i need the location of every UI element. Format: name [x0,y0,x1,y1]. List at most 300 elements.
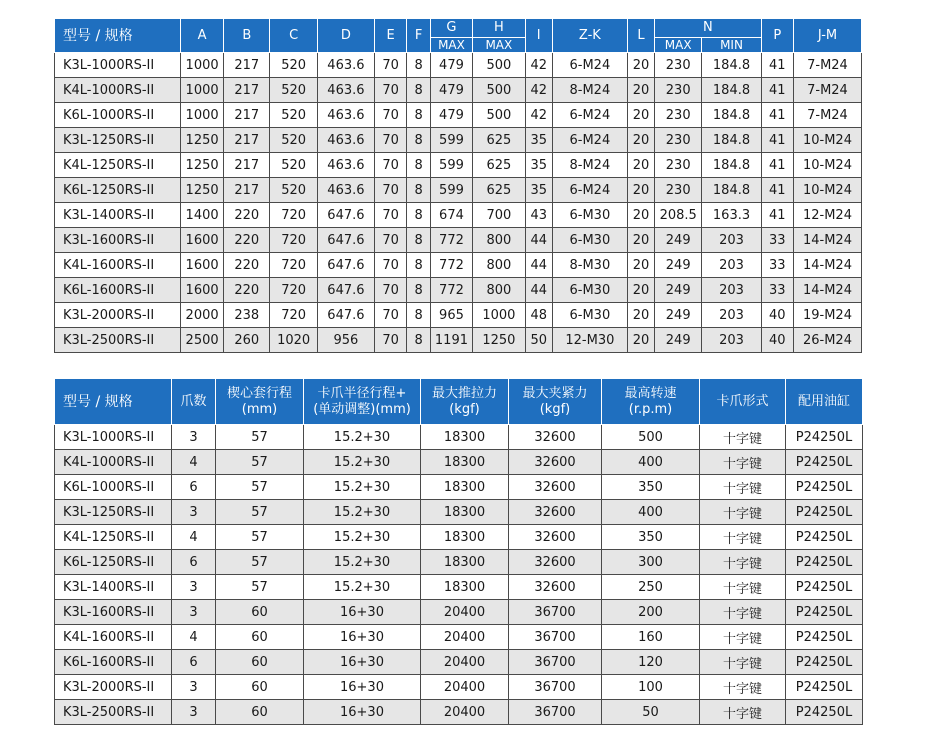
table-cell: 956 [317,328,374,353]
model-cell: K6L-1600RS-II [55,650,172,675]
table-cell: 44 [525,228,552,253]
table-cell: 625 [472,153,525,178]
table-cell: 60 [216,675,304,700]
table-cell: 14-M24 [793,228,861,253]
table-cell: 20 [628,228,655,253]
table-cell: 400 [602,500,700,525]
header-row [55,379,863,425]
table-cell: 41 [761,203,793,228]
table-cell: 41 [761,153,793,178]
model-cell: K3L-1400RS-II [55,203,181,228]
table-cell: 70 [374,228,406,253]
table-cell: 70 [374,103,406,128]
table-cell: 1600 [181,278,224,303]
table-row [55,525,863,550]
table-cell: 42 [525,78,552,103]
table-cell: 8-M24 [552,78,627,103]
table-cell: 700 [472,203,525,228]
table-cell: 230 [655,103,702,128]
table-cell: 19-M24 [793,303,861,328]
table-cell: 15.2+30 [304,425,421,450]
table-cell: 720 [270,253,317,278]
table-cell: 6 [172,550,216,575]
table-cell: 720 [270,278,317,303]
table-cell: 350 [602,525,700,550]
table-cell: 1600 [181,253,224,278]
table-cell: 15.2+30 [304,475,421,500]
table-cell: 238 [224,303,270,328]
table-cell: 479 [430,78,472,103]
table-cell: 20 [628,253,655,278]
table-cell: 6 [172,475,216,500]
model-cell: K3L-1250RS-II [55,500,172,525]
col-header-max-push-line1: 最大推拉力 [431,385,497,401]
table-cell: 203 [702,328,761,353]
table-cell: 8 [407,253,431,278]
table-row [55,153,862,178]
table-cell: 18300 [421,525,509,550]
table-cell: 70 [374,128,406,153]
table-cell: 8-M30 [552,253,627,278]
table-cell: 163.3 [702,203,761,228]
table-cell: 772 [430,228,472,253]
table-cell: 230 [655,153,702,178]
table-cell: 33 [761,278,793,303]
table-row [55,500,863,525]
specs-table [54,378,863,725]
table-cell: 6-M30 [552,303,627,328]
table-cell: 32600 [509,550,602,575]
table-cell: 8 [407,53,431,78]
table-cell: 57 [216,500,304,525]
table-cell: 十字键 [700,600,786,625]
table-cell: 十字键 [700,475,786,500]
table-cell: 十字键 [700,500,786,525]
table-cell: P24250L [786,625,863,650]
col-header-jm: J-M [793,19,861,53]
table-cell: 479 [430,103,472,128]
table-row [55,228,862,253]
col-header-n-max: MAX [655,38,702,53]
table-cell: 15.2+30 [304,575,421,600]
table-cell: 217 [224,53,270,78]
table-cell: 57 [216,450,304,475]
table-cell: 217 [224,128,270,153]
table-cell: 70 [374,328,406,353]
table-cell: 1400 [181,203,224,228]
dimensions-table-body [55,53,862,353]
table-cell: 184.8 [702,153,761,178]
table-cell: 41 [761,128,793,153]
model-cell: K4L-1250RS-II [55,153,181,178]
table-cell: 720 [270,203,317,228]
table-cell: 647.6 [317,228,374,253]
table-cell: 217 [224,178,270,203]
model-cell: K3L-1600RS-II [55,228,181,253]
table-cell: 43 [525,203,552,228]
col-header-i: I [525,19,552,53]
model-cell: K4L-1600RS-II [55,625,172,650]
table-cell: 60 [216,700,304,725]
model-cell: K6L-1250RS-II [55,178,181,203]
table-cell: 70 [374,53,406,78]
table-row [55,278,862,303]
table-cell: 20 [628,303,655,328]
table-cell: 463.6 [317,53,374,78]
table-cell: 184.8 [702,53,761,78]
table-cell: 48 [525,303,552,328]
table-cell: 230 [655,178,702,203]
table-row [55,575,863,600]
table-cell: 463.6 [317,103,374,128]
table-row [55,625,863,650]
table-cell: 200 [602,600,700,625]
table-cell: 350 [602,475,700,500]
table-cell: 4 [172,525,216,550]
table-cell: 1020 [270,328,317,353]
table-cell: 400 [602,450,700,475]
table-cell: 463.6 [317,153,374,178]
table-cell: 500 [472,103,525,128]
table-cell: 20 [628,328,655,353]
table-cell: 36700 [509,650,602,675]
table-cell: 20 [628,153,655,178]
table-cell: 1000 [181,103,224,128]
table-cell: 1250 [181,128,224,153]
table-cell: 800 [472,253,525,278]
table-cell: 463.6 [317,128,374,153]
col-header-f: F [407,19,431,53]
table-cell: 599 [430,128,472,153]
table-cell: 16+30 [304,625,421,650]
table-row [55,550,863,575]
table-cell: 40 [761,303,793,328]
table-cell: 20 [628,78,655,103]
col-header-jaws: 爪数 [172,379,216,425]
table-cell: P24250L [786,425,863,450]
table-cell: 40 [761,328,793,353]
table-cell: 203 [702,303,761,328]
table-cell: 249 [655,303,702,328]
model-cell: K3L-2500RS-II [55,328,181,353]
table-cell: 18300 [421,425,509,450]
table-cell: 20400 [421,700,509,725]
table-cell: 15.2+30 [304,550,421,575]
model-cell: K4L-1000RS-II [55,78,181,103]
col-header-c: C [270,19,317,53]
model-cell: K3L-1000RS-II [55,53,181,78]
col-header-max-speed-line1: 最高转速 [624,385,677,401]
col-header-jaw-stroke [304,379,421,425]
table-cell: 12-M30 [552,328,627,353]
table-cell: 36700 [509,600,602,625]
table-cell: 520 [270,103,317,128]
table-cell: 160 [602,625,700,650]
table-cell: 41 [761,178,793,203]
col-header-h: H [472,19,525,38]
table-cell: 42 [525,53,552,78]
table-cell: 184.8 [702,78,761,103]
table-cell: 249 [655,328,702,353]
col-header-p: P [761,19,793,53]
table-cell: 35 [525,128,552,153]
table-row [55,475,863,500]
table-cell: 36700 [509,625,602,650]
table-cell: 70 [374,78,406,103]
table-cell: 35 [525,153,552,178]
col-header-b: B [224,19,270,53]
table-cell: 60 [216,625,304,650]
table-cell: 184.8 [702,128,761,153]
table-cell: 6-M24 [552,178,627,203]
model-cell: K3L-1250RS-II [55,128,181,153]
table-cell: 249 [655,253,702,278]
table-row [55,600,863,625]
model-cell: K6L-1250RS-II [55,550,172,575]
table-cell: P24250L [786,500,863,525]
table-cell: 249 [655,278,702,303]
table-cell: 479 [430,53,472,78]
table-cell: 57 [216,575,304,600]
table-cell: 20 [628,203,655,228]
model-cell: K3L-2500RS-II [55,700,172,725]
table-cell: 十字键 [700,700,786,725]
table-cell: 230 [655,78,702,103]
table-cell: 十字键 [700,650,786,675]
model-cell: K4L-1600RS-II [55,253,181,278]
col-header-n: N [655,19,762,38]
table-cell: 520 [270,78,317,103]
table-cell: 520 [270,153,317,178]
table-cell: 70 [374,203,406,228]
table-cell: 6-M24 [552,53,627,78]
table-cell: 6-M30 [552,228,627,253]
table-cell: P24250L [786,700,863,725]
table-cell: 217 [224,78,270,103]
table-cell: 8 [407,128,431,153]
model-cell: K3L-1600RS-II [55,600,172,625]
table-cell: 十字键 [700,450,786,475]
table-cell: 8 [407,78,431,103]
table-cell: 4 [172,625,216,650]
table-cell: 7-M24 [793,103,861,128]
table-cell: 70 [374,303,406,328]
table-row [55,253,862,278]
table-row [55,425,863,450]
table-cell: 2000 [181,303,224,328]
col-header-model: 型号 / 规格 [55,379,172,425]
table-cell: 70 [374,178,406,203]
table-cell: 3 [172,600,216,625]
table-cell: 16+30 [304,700,421,725]
table-cell: 20 [628,178,655,203]
col-header-max-clamp-line1: 最大夹紧力 [522,385,588,401]
table-cell: P24250L [786,650,863,675]
col-header-e: E [374,19,406,53]
table-cell: 599 [430,153,472,178]
table-row [55,178,862,203]
table-cell: 18300 [421,575,509,600]
table-cell: 500 [472,53,525,78]
table-cell: 3 [172,500,216,525]
table-cell: 965 [430,303,472,328]
table-cell: 十字键 [700,425,786,450]
table-row [55,328,862,353]
table-cell: 1250 [181,178,224,203]
table-cell: 184.8 [702,178,761,203]
table-cell: 44 [525,278,552,303]
table-cell: 8 [407,203,431,228]
table-cell: 120 [602,650,700,675]
table-cell: 7-M24 [793,78,861,103]
table-cell: P24250L [786,600,863,625]
table-cell: 520 [270,128,317,153]
table-cell: 20 [628,278,655,303]
table-cell: 16+30 [304,600,421,625]
col-header-jaw-stroke-line1: 卡爪半径行程+ [317,385,407,401]
table-cell: 8 [407,103,431,128]
table-cell: 220 [224,203,270,228]
table-cell: 625 [472,178,525,203]
table-cell: 720 [270,303,317,328]
table-cell: 3 [172,675,216,700]
table-cell: 184.8 [702,103,761,128]
table-cell: 800 [472,228,525,253]
table-cell: 720 [270,228,317,253]
table-cell: 32600 [509,475,602,500]
table-cell: 14-M24 [793,278,861,303]
table-cell: 14-M24 [793,253,861,278]
table-cell: 500 [472,78,525,103]
model-cell: K3L-1000RS-II [55,425,172,450]
col-header-zk: Z-K [552,19,627,53]
table-cell: 10-M24 [793,153,861,178]
table-cell: P24250L [786,475,863,500]
table-cell: 32600 [509,500,602,525]
table-cell: 500 [602,425,700,450]
table-cell: 647.6 [317,303,374,328]
col-header-max-clamp [509,379,602,425]
col-header-l: L [628,19,655,53]
table-cell: 60 [216,600,304,625]
dimensions-table [54,18,862,353]
table-row [55,303,862,328]
table-cell: 217 [224,103,270,128]
model-cell: K4L-1250RS-II [55,525,172,550]
header-row [55,19,862,38]
col-header-h-max: MAX [472,38,525,53]
table-cell: 32600 [509,450,602,475]
table-cell: 800 [472,278,525,303]
col-header-wedge-stroke-line2: (mm) [241,401,278,417]
table-cell: 220 [224,253,270,278]
table-cell: 300 [602,550,700,575]
col-header-jaw-type: 卡爪形式 [700,379,786,425]
table-cell: 32600 [509,575,602,600]
table-cell: 1000 [472,303,525,328]
table-cell: P24250L [786,525,863,550]
table-cell: 8 [407,178,431,203]
table-row [55,103,862,128]
table-cell: 100 [602,675,700,700]
table-cell: P24250L [786,675,863,700]
table-cell: 70 [374,253,406,278]
col-header-g-max: MAX [430,38,472,53]
table-cell: 220 [224,278,270,303]
col-header-jaw-stroke-line2: (单动调整)(mm) [313,401,411,417]
table-cell: 3 [172,700,216,725]
table-cell: 35 [525,178,552,203]
table-cell: 1191 [430,328,472,353]
table-row [55,128,862,153]
model-cell: K4L-1000RS-II [55,450,172,475]
table-cell: 十字键 [700,575,786,600]
table-cell: 647.6 [317,278,374,303]
col-header-d: D [317,19,374,53]
table-cell: 7-M24 [793,53,861,78]
table-cell: 20 [628,103,655,128]
table-cell: 220 [224,228,270,253]
table-cell: 6-M30 [552,203,627,228]
table-cell: 8 [407,228,431,253]
table-row [55,675,863,700]
table-cell: 249 [655,228,702,253]
table-cell: 6-M30 [552,278,627,303]
table-cell: 20400 [421,650,509,675]
table-cell: 20 [628,128,655,153]
table-cell: 6-M24 [552,103,627,128]
table-cell: 772 [430,253,472,278]
table-cell: 18300 [421,475,509,500]
table-cell: 8 [407,278,431,303]
table-cell: 33 [761,253,793,278]
table-cell: 8-M24 [552,153,627,178]
table-row [55,203,862,228]
table-cell: 20400 [421,625,509,650]
table-cell: 230 [655,128,702,153]
table-cell: P24250L [786,550,863,575]
table-cell: 230 [655,53,702,78]
col-header-max-push-line2: (kgf) [449,401,480,417]
col-header-max-speed-line2: (r.p.m) [628,401,673,417]
col-header-model: 型号 / 规格 [55,19,181,53]
table-row [55,53,862,78]
col-header-wedge-stroke-line1: 楔心套行程 [226,385,292,401]
table-cell: 520 [270,178,317,203]
table-cell: 50 [525,328,552,353]
table-cell: 1000 [181,78,224,103]
table-cell: 18300 [421,500,509,525]
col-header-max-clamp-line2: (kgf) [539,401,571,417]
table-cell: 57 [216,550,304,575]
table-cell: 2500 [181,328,224,353]
table-cell: 3 [172,575,216,600]
table-cell: 20400 [421,675,509,700]
table-cell: 260 [224,328,270,353]
table-cell: 16+30 [304,675,421,700]
col-header-n-min: MIN [702,38,761,53]
table-cell: 4 [172,450,216,475]
table-cell: 1250 [181,153,224,178]
table-cell: 250 [602,575,700,600]
table-cell: 463.6 [317,78,374,103]
table-cell: 26-M24 [793,328,861,353]
model-cell: K6L-1000RS-II [55,475,172,500]
table-cell: 十字键 [700,525,786,550]
table-cell: 20400 [421,600,509,625]
table-cell: 32600 [509,525,602,550]
table-cell: 520 [270,53,317,78]
